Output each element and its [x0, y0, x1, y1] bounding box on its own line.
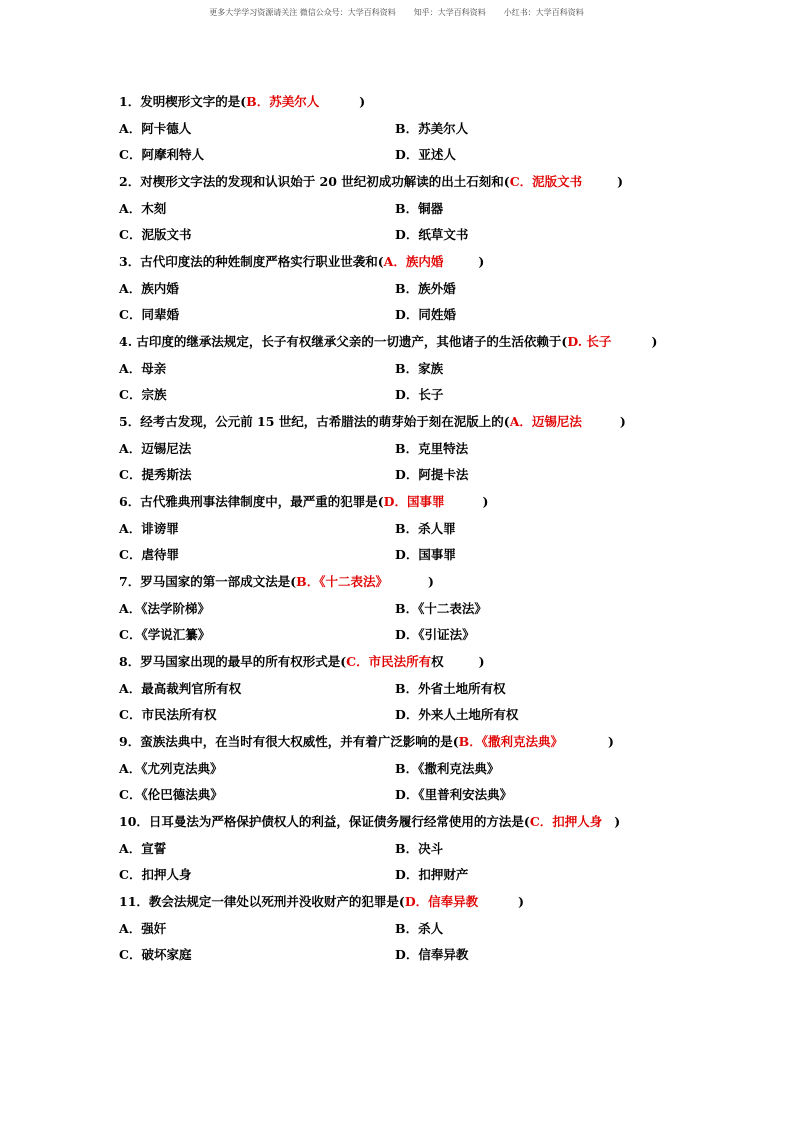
question-list: [119, 89, 699, 969]
close-paren: ): [614, 814, 621, 829]
option-c: C．泥版文书: [119, 227, 192, 243]
stem-text: 7．罗马国家的第一部成文法是(: [119, 574, 297, 589]
option-b: B．外省土地所有权: [395, 680, 506, 696]
option-d: D．长子: [395, 387, 444, 403]
option-c: C．扣押人身: [119, 867, 192, 883]
options-row: [119, 862, 699, 889]
option-a: A．阿卡德人: [119, 120, 192, 136]
option-d: D．同姓婚: [395, 307, 456, 323]
stem-text: 6．古代雅典刑事法律制度中，最严重的犯罪是(: [119, 494, 384, 509]
option-d: D．阿提卡法: [395, 467, 469, 483]
options-row: [119, 516, 699, 543]
stem-text: 8．罗马国家出现的最早的所有权形式是(: [119, 654, 347, 669]
options-row: [119, 222, 699, 249]
options-row: [119, 702, 699, 729]
option-b: B．家族: [395, 360, 444, 376]
option-d: D．信奉异教: [395, 947, 469, 963]
answer-text: D．国事罪: [383, 494, 445, 509]
options-row: [119, 302, 699, 329]
question-stem: [119, 249, 699, 276]
option-c: C．同辈婚: [119, 307, 179, 323]
option-a: A．木刻: [119, 200, 167, 216]
answer-text: C．市民法所有: [346, 654, 432, 669]
question-stem: [119, 329, 699, 356]
question-stem: [119, 489, 699, 516]
option-d: D．纸草文书: [395, 227, 469, 243]
option-a: A．母亲: [119, 360, 167, 376]
question-block: [119, 249, 699, 329]
options-row: [119, 836, 699, 863]
option-a: A．宣誓: [119, 840, 167, 856]
page-header: [0, 7, 793, 18]
close-paren: ): [427, 574, 434, 589]
question-block: [119, 729, 699, 809]
option-a: A．强奸: [119, 920, 167, 936]
close-paren: ): [617, 174, 624, 189]
close-paren: ): [478, 654, 485, 669]
option-d: D．《引证法》: [395, 627, 475, 643]
stem-text: 11．教会法规定一律处以死刑并没收财产的犯罪是(: [119, 894, 405, 909]
option-b: B．杀人罪: [395, 520, 456, 536]
options-row: [119, 942, 699, 969]
question-block: [119, 569, 699, 649]
answer-text: D．信奉异教: [404, 894, 479, 909]
option-c: C．《学说汇纂》: [119, 627, 211, 643]
option-c: C．虐待罪: [119, 547, 179, 563]
question-stem: [119, 169, 699, 196]
option-d: D．国事罪: [395, 547, 456, 563]
options-row: [119, 782, 699, 809]
close-paren: ): [359, 94, 366, 109]
option-c: C．阿摩利特人: [119, 147, 204, 163]
question-stem: [119, 729, 699, 756]
options-row: [119, 436, 699, 463]
answer-text: C．扣押人身: [529, 814, 603, 829]
question-stem: [119, 889, 699, 916]
option-d: D．扣押财产: [395, 867, 469, 883]
option-b: B．族外婚: [395, 280, 456, 296]
option-a: A．诽谤罪: [119, 520, 179, 536]
option-c: C．《伦巴德法典》: [119, 787, 223, 803]
stem-text: 1．发明楔形文字的是(: [119, 94, 247, 109]
close-paren: ): [478, 254, 485, 269]
close-paren: ): [482, 494, 489, 509]
option-c: C．市民法所有权: [119, 707, 217, 723]
question-block: [119, 329, 699, 409]
options-row: [119, 596, 699, 623]
option-a: A．最高裁判官所有权: [119, 680, 242, 696]
option-b: B．决斗: [395, 840, 444, 856]
answer-text: B．《十二表法》: [296, 574, 388, 589]
answer-text: A．迈锡尼法: [509, 414, 582, 429]
options-row: [119, 542, 699, 569]
stem-text: 9．蛮族法典中，在当时有很大权威性，并有着广泛影响的是(: [119, 734, 459, 749]
option-c: C．提秀斯法: [119, 467, 192, 483]
close-paren: ): [518, 894, 525, 909]
options-row: [119, 462, 699, 489]
question-stem: [119, 809, 699, 836]
stem-text: 4. 古印度的继承法规定，长子有权继承父亲的一切遗产，其他诸子的生活依赖于(: [119, 334, 568, 349]
answer-text: C．泥版文书: [509, 174, 583, 189]
answer-text: B．苏美尔人: [246, 94, 320, 109]
options-row: [119, 382, 699, 409]
question-block: [119, 889, 699, 969]
options-row: [119, 276, 699, 303]
header-text: 知乎：大学百科资料: [413, 8, 486, 17]
question-block: [119, 89, 699, 169]
question-block: [119, 409, 699, 489]
option-b: B．克里特法: [395, 440, 469, 456]
option-b: B．苏美尔人: [395, 120, 469, 136]
option-b: B．铜器: [395, 200, 444, 216]
option-b: B．《撒利克法典》: [395, 760, 500, 776]
answer-text: D. 长子: [567, 334, 612, 349]
options-row: [119, 142, 699, 169]
header-text: 小红书：大学百科资料: [503, 8, 584, 17]
option-d: D．《里普利安法典》: [395, 787, 513, 803]
question-stem: [119, 649, 699, 676]
option-d: D．亚述人: [395, 147, 456, 163]
stem-text: 3．古代印度法的种姓制度严格实行职业世袭和(: [119, 254, 384, 269]
options-row: [119, 116, 699, 143]
options-row: [119, 916, 699, 943]
answer-suffix: 权: [431, 654, 444, 669]
answer-text: B．《撒利克法典》: [458, 734, 563, 749]
option-c: C．宗族: [119, 387, 167, 403]
header-text: 更多大学学习资源请关注 微信公众号：大学百科资料: [209, 8, 396, 17]
option-a: A．族内婚: [119, 280, 179, 296]
options-row: [119, 756, 699, 783]
question-block: [119, 649, 699, 729]
options-row: [119, 196, 699, 223]
question-block: [119, 169, 699, 249]
options-row: [119, 676, 699, 703]
option-c: C．破坏家庭: [119, 947, 192, 963]
close-paren: ): [619, 414, 626, 429]
question-stem: [119, 569, 699, 596]
close-paren: ): [651, 334, 658, 349]
option-a: A．《法学阶梯》: [119, 600, 210, 616]
question-block: [119, 809, 699, 889]
stem-text: 2．对楔形文字法的发现和认识始于 20 世纪初成功解读的出土石刻和(: [119, 174, 510, 189]
question-stem: [119, 409, 699, 436]
close-paren: ): [607, 734, 614, 749]
option-a: A．迈锡尼法: [119, 440, 192, 456]
option-d: D．外来人土地所有权: [395, 707, 519, 723]
option-b: B．《十二表法》: [395, 600, 487, 616]
option-b: B．杀人: [395, 920, 444, 936]
stem-text: 10．日耳曼法为严格保护债权人的利益，保证债务履行经常使用的方法是(: [119, 814, 530, 829]
question-block: [119, 489, 699, 569]
options-row: [119, 622, 699, 649]
answer-text: A．族内婚: [383, 254, 444, 269]
question-stem: [119, 89, 699, 116]
stem-text: 5．经考古发现，公元前 15 世纪，古希腊法的萌芽始于刻在泥版上的(: [119, 414, 510, 429]
options-row: [119, 356, 699, 383]
option-a: A．《尤列克法典》: [119, 760, 223, 776]
